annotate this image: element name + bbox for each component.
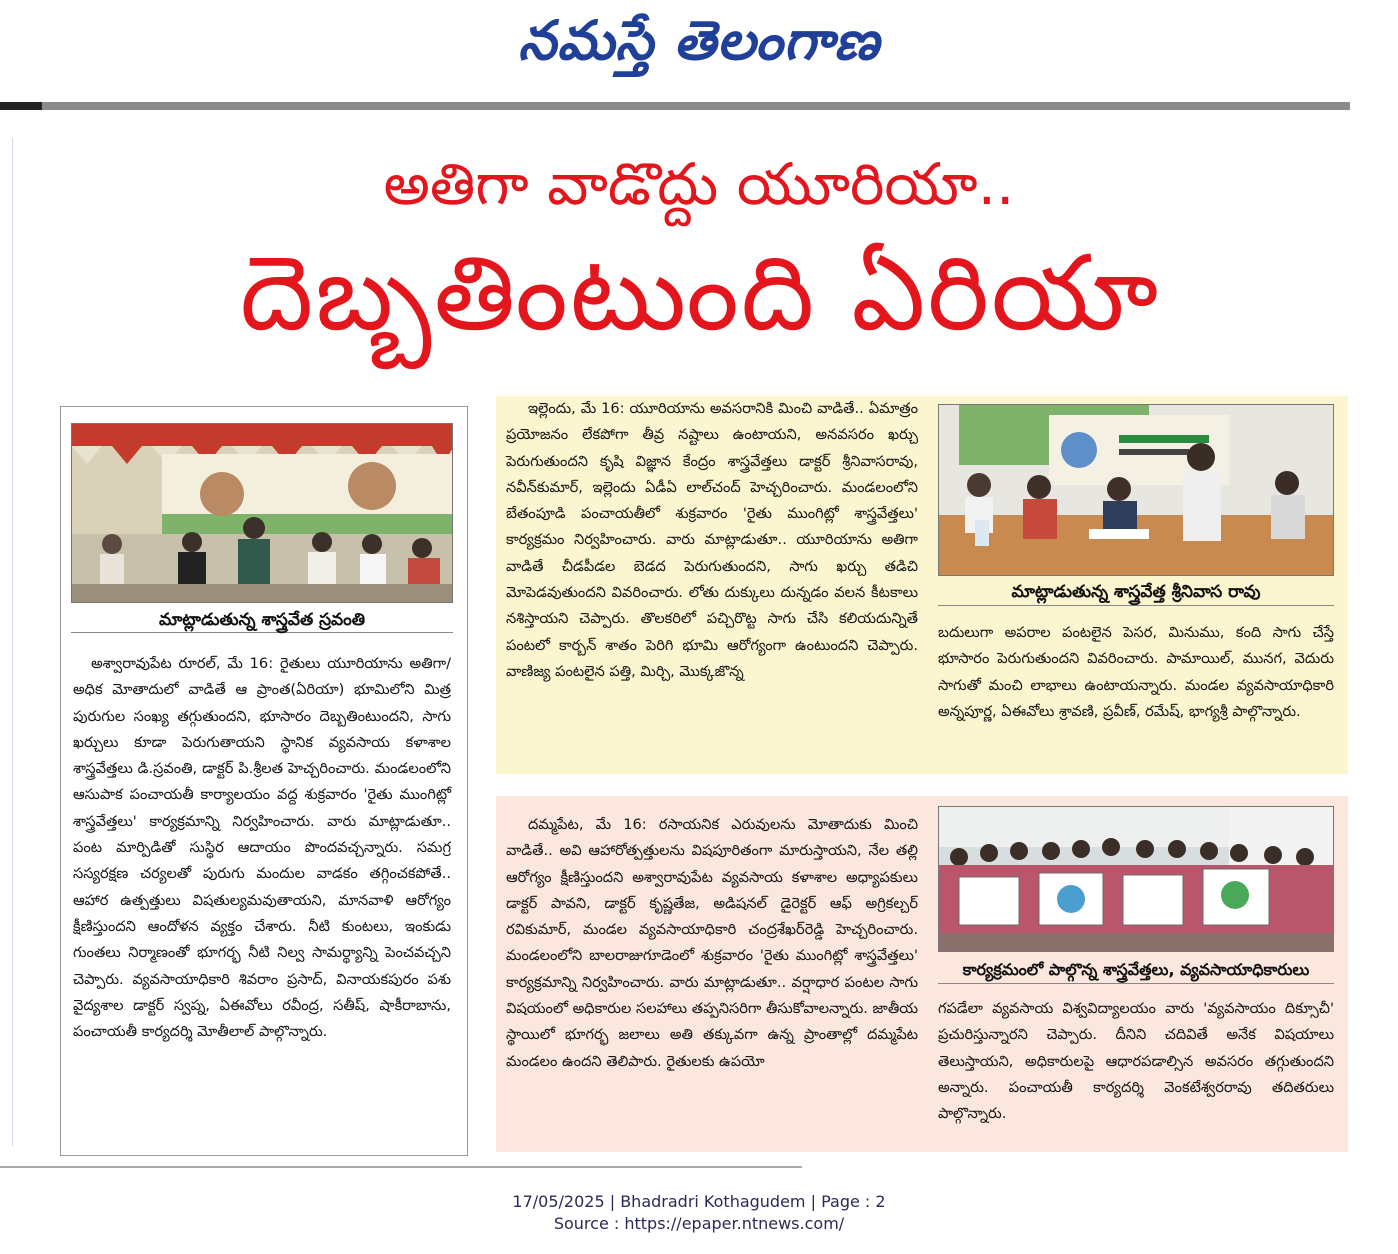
pink-story-text-left: దమ్మపేట, మే 16: రసాయనిక ఎరువులను మోతాదుకు మించి వాడితే.. అవి ఆహారోత్పత్తులను విషపూరితంగా మారుస్తాయని, నేల తల్లి ఆరోగ్యం క్షీణిస్తుందని అశ్వారావుపేట వ్యవసాయ కళాశాల అధ్యాపకులు డాక్టర్ పావని, డాక్టర్ కృష్ణతేజ, అడిషనల్ డైరెక్టర్ ఆఫ్ అగ్రికల్చర్ రవికుమార్, మండల వ్యవసాయాధికారి చంద్రశేఖర్‌రెడ్డి హెచ్చరించారు. మండలంలోని బాలరాజుగూడెంలో శుక్రవారం 'రైతు ముంగిట్లో శాస్త్రవేత్తలు' కార్యక్రమాన్ని నిర్వహించారు. వారు మాట్లాడుతూ.. వర్షాధార పంటల సాగు విషయంలో అధికారుల సలహాలు తప్పనిసరిగా తీసుకోవాలన్నారు. జాతీయ స్థాయిలో భూగర్భ జలాలు అతి తక్కువగా ఉన్న ప్రాంతాల్లో దమ్మపేట మండలం ఉందని తెలిపారు. రైతులకు ఉపయో bbox=[506, 816, 918, 1070]
yellow-story-body-right bbox=[938, 620, 1334, 725]
headline-line-1: అతిగా వాడొద్దు యూరియా.. bbox=[383, 150, 1015, 218]
yellow-story-text-left: ఇల్లెందు, మే 16: యూరియాను అవసరానికి మించి వాడితే.. ఏమాత్రం ప్రయోజనం లేకపోగా తీవ్ర నష్టాలు ఉంటాయని, అనవసరం ఖర్చు పెరుగుతుందని కృషి విజ్ఞాన కేంద్రం శాస్త్రవేత్తలు డాక్టర్ శ్రీనివాసరావు, నవీన్‌కుమార్, ఇల్లెందు ఏడీఏ లాల్‌చంద్ హెచ్చరించారు. మండలంలోని బేతంపూడి పంచాయతీలో శుక్రవారం 'రైతు ముంగిట్లో శాస్త్రవేత్తలు' కార్యక్రమం నిర్వహించారు. వారు మాట్లాడుతూ.. యూరియాను అతిగా వాడితే చీడపీడల బెడద పెరుగుతుందని, సాగు ఖర్చు తడిచి మోపెడవుతుందని వివరించారు. లోతు దుక్కులు దున్నడం వలన కీటకాలు నశిస్తాయని చెప్పారు. తొలకరిలో పచ్చిరొట్ట సాగు చేసి కలియదున్నితే పంటలో కార్బన్ శాతం పెరిగి భూమి ఆరోగ్యంగా ఉంటుందని చెప్పారు. వాణిజ్య పంటలైన పత్తి, మిర్చి, మొక్కజొన్న bbox=[506, 400, 918, 680]
photo-meeting-illustration bbox=[72, 424, 453, 603]
pink-story-caption: కార్యక్రమంలో పాల్గొన్న శాస్త్రవేత్తలు, వ్యవసాయాధికారులు bbox=[938, 956, 1334, 984]
masthead-logo: నమస్తే తెలంగాణ bbox=[518, 8, 880, 72]
yellow-story-photo bbox=[938, 404, 1334, 576]
pink-story bbox=[496, 796, 1348, 1152]
pink-story-body-left bbox=[506, 812, 918, 1075]
footer-date-edition: 17/05/2025 | Bhadradri Kothagudem | Page : 2 bbox=[512, 1192, 886, 1211]
photo-scientist-speaking bbox=[939, 405, 1334, 576]
footer-rule bbox=[0, 1166, 802, 1168]
pink-story-photo bbox=[938, 806, 1334, 952]
photo-group-with-placards bbox=[939, 807, 1334, 952]
left-story-text: అశ్వారావుపేట రూరల్, మే 16: రైతులు యూరియాను అతిగా/అధిక మోతాదులో వాడితే ఆ ప్రాంత(ఏరియా) భూమిలోని మిత్ర పురుగుల సంఖ్య తగ్గుతుందని, భూసారం దెబ్బతింటుందని, సాగు ఖర్చులు కూడా పెరుగుతాయని స్థానిక వ్యవసాయ కళాశాల శాస్త్రవేత్తలు డి.స్రవంతి, డాక్టర్ పి.శ్రీలత హెచ్చరించారు. మండలంలోని ఆసుపాక పంచాయతీ కార్యాలయం వద్ద శుక్రవారం 'రైతు ముంగిట్లో శాస్త్రవేత్తలు' కార్యక్రమాన్ని నిర్వహించారు. వారు మాట్లాడుతూ.. పంట మార్పిడితో సుస్థిర ఆదాయం పొందవచ్చన్నారు. సమగ్ర సస్యరక్షణ చర్యలతో పురుగు మందుల వాడకం తగ్గించకపోతే.. ఆహార ఉత్పత్తులు విషతుల్యమవుతాయని, మానవాళి ఆరోగ్యం క్షీణిస్తుందని ఆందోళన వ్యక్తం చేశారు. నీటి కుంటలు, ఇంకుడు గుంతలు నిర్మాణంతో భూగర్భ నీటి నిల్వ సామర్థ్యాన్ని పెంచవచ్చని చెప్పారు. వ్యవసాయాధికారి శివరాం ప్రసాద్, వినాయకపురం పశు వైద్యశాల డాక్టర్ స్వప్న, ఏఈవోలు రవీంద్ర, సతీష్, షాకీరాబాను, పంచాయతీ కార్యదర్శి మోతీలాల్ పాల్గొన్నారు. bbox=[73, 655, 451, 1041]
yellow-story bbox=[496, 396, 1348, 774]
headline-line-2: దెబ్బతింటుంది ఏరియా bbox=[239, 232, 1161, 354]
yellow-story-caption: మాట్లాడుతున్న శాస్త్రవేత్త శ్రీనివాస రావు bbox=[938, 578, 1334, 606]
yellow-story-body-left bbox=[506, 396, 918, 685]
pink-story-text-right: గపడేలా వ్యవసాయ విశ్వవిద్యాలయం వారు 'వ్యవసాయం దిక్సూచీ' ప్రచురిస్తున్నారని చెప్పారు. దీనిని చదివితే అనేక విషయాలు తెలుస్తాయని, అధికారులపై ఆధారపడాల్సిన అవసరం తగ్గుతుందని అన్నారు. పంచాయతీ కార్యదర్శి వెంకటేశ్వరరావు తదితరులు పాల్గొన్నారు. bbox=[938, 1000, 1334, 1123]
footer-source: Source : https://epaper.ntnews.com/ bbox=[553, 1214, 845, 1233]
left-story bbox=[60, 406, 468, 1156]
left-story-body bbox=[73, 651, 451, 1045]
left-story-photo bbox=[71, 423, 453, 603]
masthead-rule-dark bbox=[0, 102, 42, 110]
masthead-rule bbox=[42, 102, 1350, 110]
left-story-caption: మాట్లాడుతున్న శాస్త్రవేత స్రవంతి bbox=[71, 607, 453, 633]
yellow-story-text-right: బదులుగా అపరాల పంటలైన పెసర, మినుము, కంది సాగు చేస్తే భూసారం పెరుగుతుందని వివరించారు. పామాయిల్, మునగ, వెదురు సాగుతో మంచి లాభాలు ఉంటాయన్నారు. మండల వ్యవసాయాధికారి అన్నపూర్ణ, ఏఈవోలు శ్రావణి, ప్రవీణ్, రమేష్, భాగ్యశ్రీ పాల్గొన్నారు. bbox=[938, 624, 1334, 720]
pink-story-body-right bbox=[938, 996, 1334, 1127]
page-left-edge bbox=[0, 138, 13, 1146]
